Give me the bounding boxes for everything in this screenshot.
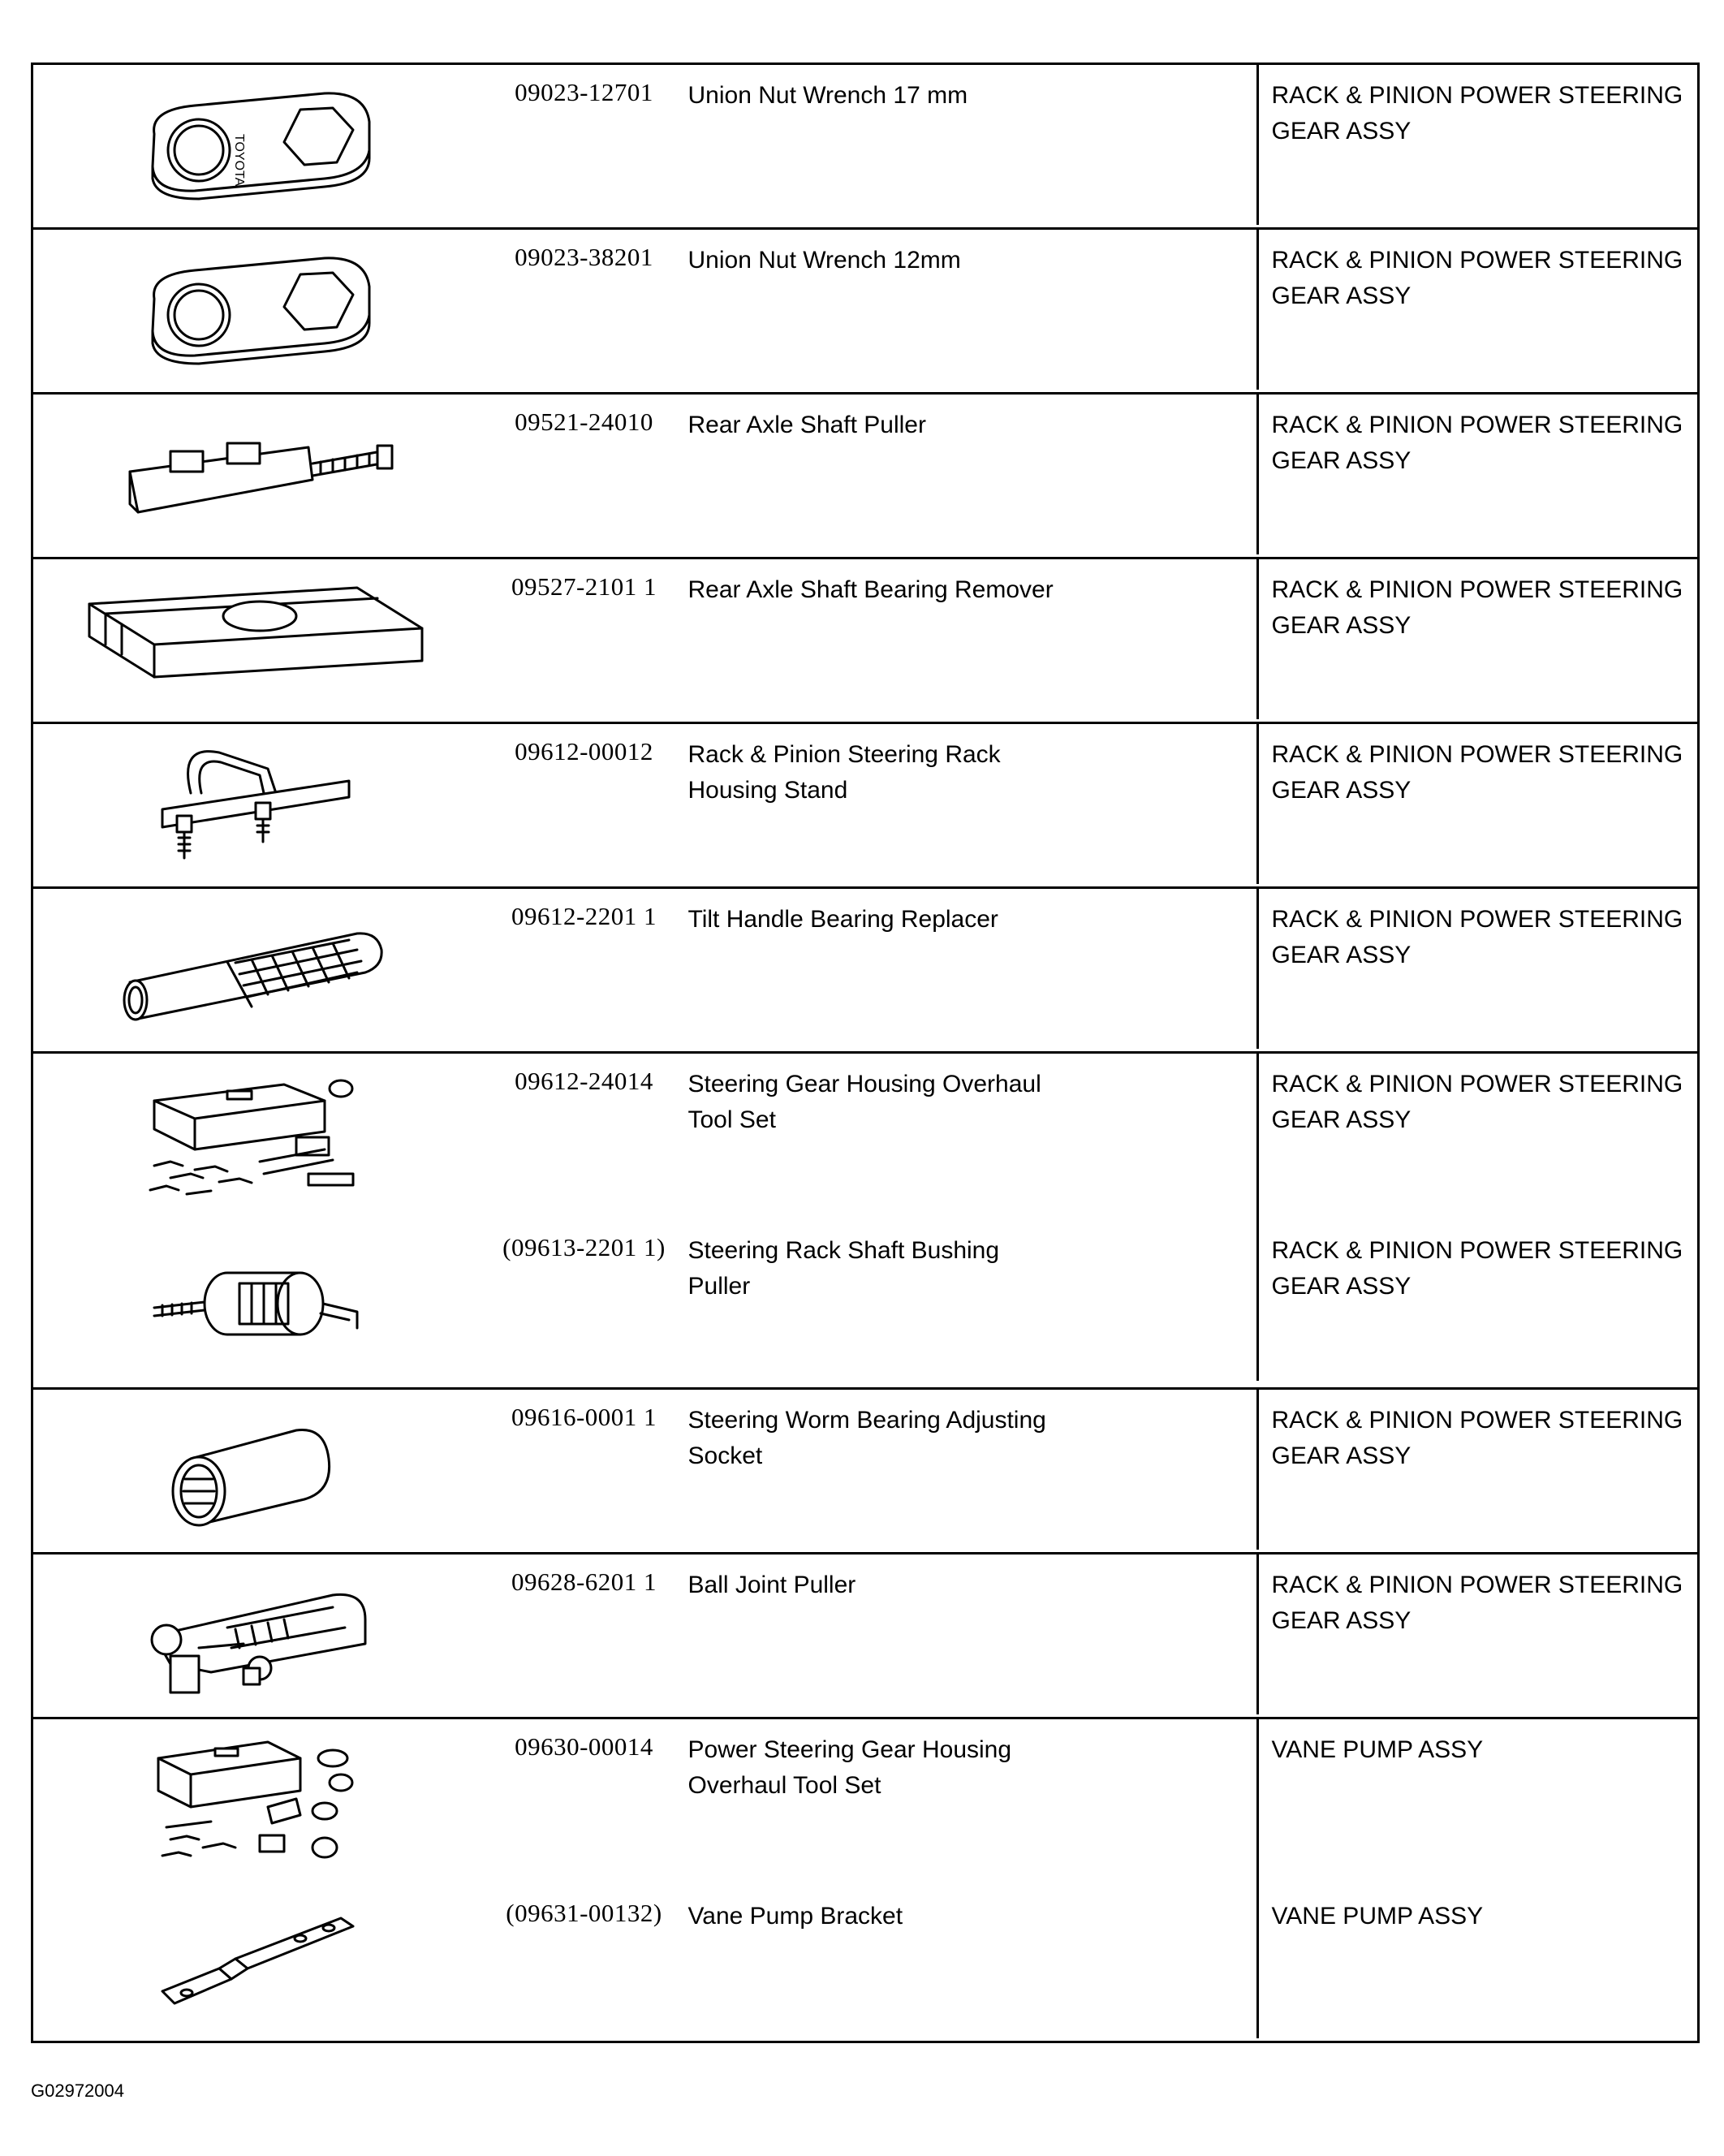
tool-name-line: Union Nut Wrench 17 mm: [687, 82, 968, 109]
pump-bracket-icon: [138, 1902, 381, 2024]
table-row: [32, 1053, 1699, 1389]
application-line: GEAR ASSY: [1271, 777, 1412, 804]
bearing-replacer-icon: [114, 909, 406, 1031]
table-row: [32, 1389, 1699, 1554]
tool-set-icon: [138, 1068, 381, 1206]
application-line: VANE PUMP ASSY: [1271, 1736, 1484, 1763]
part-number: 09630-00014: [515, 1732, 653, 1761]
svg-text:TOYOTA: TOYOTA: [232, 134, 247, 187]
tool-name-line: Rear Axle Shaft Puller: [687, 412, 926, 438]
application-line: RACK & PINION POWER STEERING: [1271, 576, 1683, 603]
ball-joint-puller-icon: [122, 1571, 398, 1701]
application-line: RACK & PINION POWER STEERING: [1271, 1237, 1683, 1264]
tool-name: [682, 1554, 1208, 1717]
table-row: [32, 1554, 1699, 1718]
tool-name: [682, 1054, 1208, 1220]
application: [1256, 1554, 1683, 1714]
application-line: GEAR ASSY: [1271, 1607, 1412, 1634]
tool-name: [682, 1886, 1208, 2040]
tool-illustration-cell: [32, 558, 487, 723]
table-row: [32, 394, 1699, 558]
part-number: 09628-6201 1: [511, 1567, 657, 1596]
application-line: RACK & PINION POWER STEERING: [1271, 906, 1683, 933]
application-line: RACK & PINION POWER STEERING: [1271, 1407, 1683, 1434]
application-line: RACK & PINION POWER STEERING: [1271, 247, 1683, 274]
application: [1256, 395, 1683, 554]
axle-shaft-puller-icon: [106, 415, 414, 537]
part-number: 09612-2201 1: [511, 902, 657, 930]
application-line: GEAR ASSY: [1271, 118, 1412, 144]
application: [1256, 1886, 1484, 2038]
application-line: GEAR ASSY: [1271, 1273, 1412, 1300]
part-number: 09612-24014: [515, 1067, 653, 1095]
tool-name-line: Union Nut Wrench 12mm: [687, 247, 961, 274]
application-line: VANE PUMP ASSY: [1271, 1903, 1484, 1930]
application: [1256, 724, 1683, 884]
bearing-remover-plate-icon: [81, 580, 438, 701]
application-line: GEAR ASSY: [1271, 942, 1412, 968]
tool-name: [682, 889, 1208, 1051]
tool-name-line: Puller: [687, 1273, 751, 1300]
part-number: (09631-00132): [506, 1899, 662, 1927]
special-tools-table: [31, 63, 1700, 2043]
tool-name: [682, 1390, 1208, 1552]
tool-name-line: Ball Joint Puller: [687, 1572, 856, 1598]
application-line: GEAR ASSY: [1271, 1106, 1412, 1133]
part-number: 09521-24010: [515, 407, 653, 436]
part-number: 09616-0001 1: [511, 1403, 657, 1431]
tool-illustration-cell: [32, 723, 487, 888]
application: [1256, 230, 1683, 390]
application: [1256, 1719, 1484, 1886]
application: [1256, 559, 1683, 719]
tool-set-icon: [146, 1734, 373, 1872]
union-nut-wrench-icon: [122, 85, 398, 207]
tool-illustration-cell: [32, 888, 487, 1053]
application-line: RACK & PINION POWER STEERING: [1271, 412, 1683, 438]
application: [1256, 1220, 1683, 1381]
application-line: GEAR ASSY: [1271, 282, 1412, 309]
tool-illustration-cell: [32, 394, 487, 558]
tool-name-line: Steering Worm Bearing Adjusting: [687, 1407, 1046, 1434]
table-row: [32, 1718, 1699, 2042]
tool-illustration-cell: [32, 1389, 487, 1554]
part-number: 09612-00012: [515, 737, 653, 765]
tool-name-line: Rear Axle Shaft Bearing Remover: [687, 576, 1054, 603]
part-number: 09023-12701: [515, 78, 653, 106]
part-number: 09023-38201: [515, 243, 653, 271]
application-line: RACK & PINION POWER STEERING: [1271, 1572, 1683, 1598]
housing-stand-icon: [130, 736, 390, 874]
tool-name: [682, 1719, 1208, 1886]
tool-illustration-cell: [32, 1718, 487, 2042]
bushing-puller-icon: [138, 1239, 381, 1369]
tool-name-line: Overhaul Tool Set: [687, 1772, 881, 1799]
tool-name: [682, 724, 1208, 886]
application-line: RACK & PINION POWER STEERING: [1271, 1071, 1683, 1097]
application: [1256, 889, 1683, 1049]
tool-illustration-cell: [32, 1053, 487, 1389]
figure-code: G02972004: [31, 2081, 124, 2101]
application-line: GEAR ASSY: [1271, 612, 1412, 639]
tool-name-line: Tool Set: [687, 1106, 776, 1133]
application: [1256, 1390, 1683, 1550]
adjusting-socket-icon: [154, 1402, 365, 1540]
tool-name-line: Tilt Handle Bearing Replacer: [687, 906, 998, 933]
tool-name: [682, 559, 1208, 722]
table-row: [32, 229, 1699, 394]
application-line: GEAR ASSY: [1271, 447, 1412, 474]
union-nut-wrench-icon: [122, 250, 398, 372]
application-line: RACK & PINION POWER STEERING: [1271, 741, 1683, 768]
part-number: 09527-2101 1: [511, 572, 657, 601]
tool-name-line: Steering Gear Housing Overhaul: [687, 1071, 1041, 1097]
tool-name: [682, 395, 1208, 557]
tool-name: [682, 65, 1208, 227]
tool-name-line: Vane Pump Bracket: [687, 1903, 903, 1930]
tool-name-line: Housing Stand: [687, 777, 848, 804]
tool-name-line: Socket: [687, 1442, 763, 1469]
part-number: (09613-2201 1): [502, 1233, 666, 1261]
tool-name: [682, 230, 1208, 392]
tool-name-line: Steering Rack Shaft Bushing: [687, 1237, 1000, 1264]
tool-illustration-cell: [32, 229, 487, 394]
application: [1256, 65, 1683, 225]
table-row: [32, 558, 1699, 723]
tool-name-line: Rack & Pinion Steering Rack: [687, 741, 1001, 768]
table-row: [32, 64, 1699, 229]
application-line: GEAR ASSY: [1271, 1442, 1412, 1469]
application: [1256, 1054, 1683, 1220]
application-line: RACK & PINION POWER STEERING: [1271, 82, 1683, 109]
tool-name-line: Power Steering Gear Housing: [687, 1736, 1012, 1763]
tool-illustration-cell: [32, 64, 487, 229]
table-row: [32, 888, 1699, 1053]
tool-illustration-cell: [32, 1554, 487, 1718]
tool-name: [682, 1220, 1208, 1387]
table-row: [32, 723, 1699, 888]
